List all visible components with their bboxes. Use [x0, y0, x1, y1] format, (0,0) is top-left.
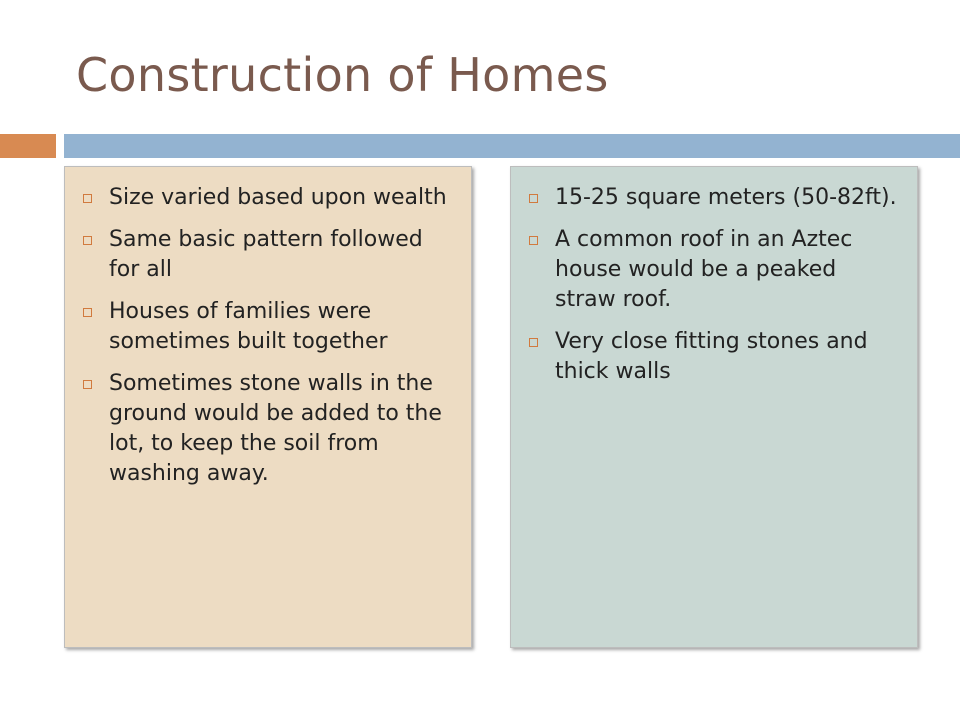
- square-bullet-icon: [529, 194, 538, 203]
- list-item: [77, 297, 451, 357]
- slide-title: Construction of Homes: [76, 48, 609, 102]
- bullet-text: A common roof in an Aztec house would be a peaked straw roof.: [555, 227, 853, 312]
- square-bullet-icon: [83, 194, 92, 203]
- list-item: [523, 183, 897, 213]
- left-bullet-list: [77, 183, 451, 489]
- list-item: [77, 369, 451, 489]
- right-content-panel: [510, 166, 918, 648]
- list-item: [77, 225, 451, 285]
- right-bullet-list: [523, 183, 897, 387]
- bullet-text: Sometimes stone walls in the ground would be added to the lot, to keep the soil from washing away.: [109, 371, 442, 486]
- accent-bar-blue: [64, 134, 960, 158]
- bullet-text: Houses of families were sometimes built together: [109, 299, 388, 354]
- accent-bar-orange: [0, 134, 56, 158]
- bullet-text: 15-25 square meters (50-82ft).: [555, 185, 897, 210]
- square-bullet-icon: [83, 308, 92, 317]
- square-bullet-icon: [83, 236, 92, 245]
- bullet-text: Size varied based upon wealth: [109, 185, 447, 210]
- list-item: [523, 225, 897, 315]
- square-bullet-icon: [529, 236, 538, 245]
- list-item: [523, 327, 897, 387]
- square-bullet-icon: [83, 380, 92, 389]
- left-content-panel: [64, 166, 472, 648]
- list-item: [77, 183, 451, 213]
- bullet-text: Very close fitting stones and thick walls: [555, 329, 868, 384]
- square-bullet-icon: [529, 338, 538, 347]
- bullet-text: Same basic pattern followed for all: [109, 227, 423, 282]
